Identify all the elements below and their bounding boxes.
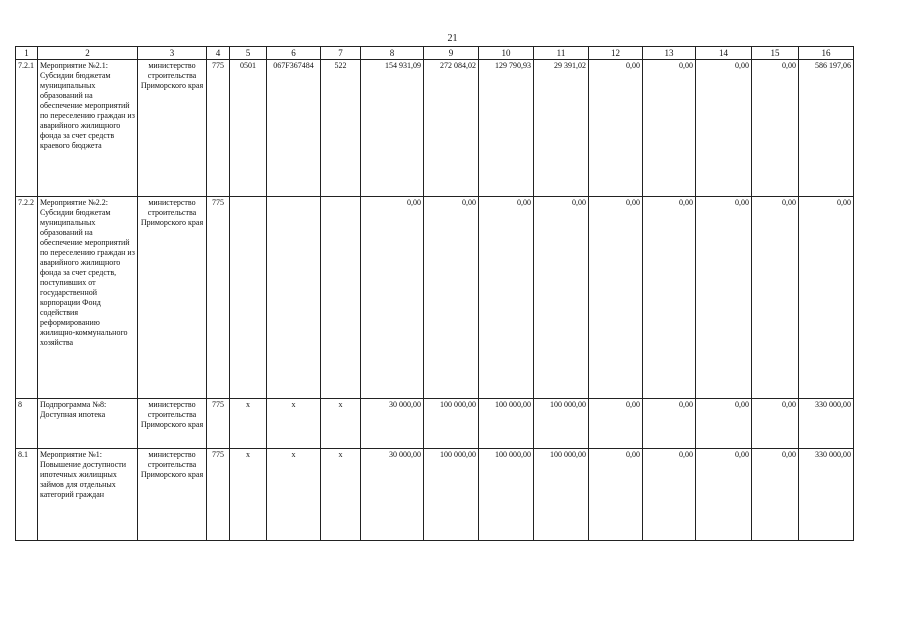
amount-cell: 100 000,00 [479,449,534,541]
measure-name-cell: Подпрограмма №8: Доступная ипотека [38,399,138,449]
amount-cell: 30 000,00 [361,399,424,449]
header-cell: 7 [321,47,361,60]
amount-cell: 100 000,00 [424,449,479,541]
table-row [16,399,854,449]
header-cell: 14 [696,47,752,60]
header-cell: 1 [16,47,38,60]
measure-name-cell: Мероприятие №1: Повышение доступности ипотечных жилищных займов для отдельных категорий граждан [38,449,138,541]
header-cell: 13 [643,47,696,60]
total-amount-cell: 330 000,00 [799,399,854,449]
executor-cell: министерство строительства Приморского края [138,60,207,197]
amount-cell: 0,00 [424,197,479,399]
code-cell: 775 [207,197,230,399]
header-cell: 11 [534,47,589,60]
row-number-cell: 8 [16,399,38,449]
amount-cell: 100 000,00 [534,399,589,449]
header-cell: 15 [752,47,799,60]
amount-cell: 0,00 [696,399,752,449]
total-amount-cell: 586 197,06 [799,60,854,197]
total-amount-cell: 330 000,00 [799,449,854,541]
amount-cell: 0,00 [643,197,696,399]
executor-cell: министерство строительства Приморского края [138,197,207,399]
header-cell: 5 [230,47,267,60]
header-cell: 9 [424,47,479,60]
code-cell: 0501 [230,60,267,197]
amount-cell: 0,00 [696,197,752,399]
code-cell: 775 [207,449,230,541]
amount-cell: 0,00 [589,60,643,197]
amount-cell: 0,00 [752,197,799,399]
amount-cell: 0,00 [752,399,799,449]
amount-cell: 0,00 [589,449,643,541]
amount-cell: 100 000,00 [479,399,534,449]
table-body [16,60,854,541]
row-number-cell: 7.2.2 [16,197,38,399]
program-budget-table [15,46,854,541]
amount-cell: 0,00 [752,60,799,197]
amount-cell: 0,00 [752,449,799,541]
header-cell: 3 [138,47,207,60]
code-cell: х [230,449,267,541]
row-number-cell: 7.2.1 [16,60,38,197]
code-cell: 067F367484 [267,60,321,197]
amount-cell: 0,00 [534,197,589,399]
amount-cell: 129 790,93 [479,60,534,197]
amount-cell: 0,00 [361,197,424,399]
measure-name-cell: Мероприятие №2.1: Субсидии бюджетам муниципальных образований на обеспечение мероприятий по переселению граждан из аварийного жилищного фонда за счет средств краевого бюджета [38,60,138,197]
code-cell: х [267,399,321,449]
row-number-cell: 8.1 [16,449,38,541]
amount-cell: 0,00 [643,449,696,541]
amount-cell: 0,00 [479,197,534,399]
code-cell: х [230,399,267,449]
amount-cell: 154 931,09 [361,60,424,197]
header-cell: 8 [361,47,424,60]
code-cell [230,197,267,399]
code-cell: х [321,399,361,449]
header-cell: 6 [267,47,321,60]
code-cell: 775 [207,60,230,197]
header-cell: 4 [207,47,230,60]
table-header [16,47,854,60]
amount-cell: 0,00 [589,197,643,399]
amount-cell: 0,00 [589,399,643,449]
executor-cell: министерство строительства Приморского края [138,449,207,541]
header-row [16,47,854,60]
header-cell: 2 [38,47,138,60]
code-cell [321,197,361,399]
measure-name-cell: Мероприятие №2.2: Субсидии бюджетам муниципальных образований на обеспечение мероприятий по переселению граждан из аварийного жилищного фонда за счет средств, поступивших от государственной корпорации Фонд содействия реформированию жилищно-коммунального хозяйства [38,197,138,399]
page-number: 21 [447,33,458,44]
amount-cell: 0,00 [696,449,752,541]
code-cell [267,197,321,399]
executor-cell: министерство строительства Приморского края [138,399,207,449]
table-row [16,449,854,541]
amount-cell: 272 084,02 [424,60,479,197]
amount-cell: 30 000,00 [361,449,424,541]
code-cell: 522 [321,60,361,197]
amount-cell: 0,00 [643,60,696,197]
table-row [16,60,854,197]
total-amount-cell: 0,00 [799,197,854,399]
table-row [16,197,854,399]
amount-cell: 100 000,00 [534,449,589,541]
header-cell: 16 [799,47,854,60]
amount-cell: 0,00 [643,399,696,449]
header-cell: 10 [479,47,534,60]
code-cell: 775 [207,399,230,449]
amount-cell: 100 000,00 [424,399,479,449]
amount-cell: 0,00 [696,60,752,197]
header-cell: 12 [589,47,643,60]
code-cell: х [321,449,361,541]
amount-cell: 29 391,02 [534,60,589,197]
code-cell: х [267,449,321,541]
